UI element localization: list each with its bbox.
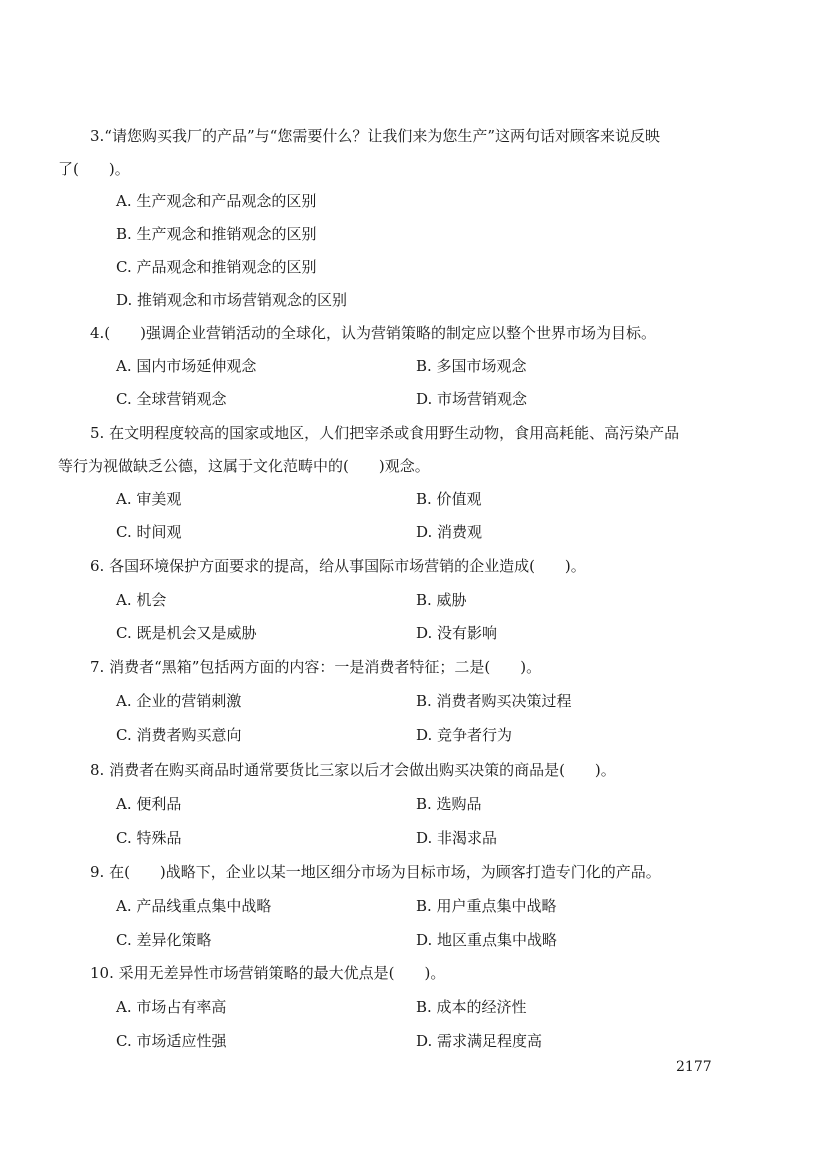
question-4-option-c: C. 全球营销观念: [116, 390, 227, 408]
question-5-line-2: 等行为视做缺乏公德，这属于文化范畴中的( )观念。: [58, 457, 430, 475]
question-10-option-b: B. 成本的经济性: [416, 998, 527, 1016]
question-9-line-1: 9. 在( )战略下，企业以某一地区细分市场为目标市场，为顾客打造专门化的产品。: [90, 863, 661, 881]
question-3-line-2: 了( )。: [58, 160, 130, 178]
question-3-option-b: B. 生产观念和推销观念的区别: [116, 225, 317, 243]
question-3-option-a: A. 生产观念和产品观念的区别: [116, 192, 317, 210]
question-10-option-d: D. 需求满足程度高: [416, 1032, 543, 1050]
question-4-option-b: B. 多国市场观念: [416, 357, 527, 375]
question-5-option-a: A. 审美观: [116, 490, 182, 508]
question-7-option-c: C. 消费者购买意向: [116, 726, 242, 744]
question-4-line-1: 4.( )强调企业营销活动的全球化，认为营销策略的制定应以整个世界市场为目标。: [90, 324, 657, 342]
question-8-option-b: B. 选购品: [416, 795, 482, 813]
question-4-option-a: A. 国内市场延伸观念: [116, 357, 257, 375]
question-6-option-c: C. 既是机会又是威胁: [116, 624, 257, 642]
question-3-option-d: D. 推销观念和市场营销观念的区别: [116, 291, 348, 309]
question-9-option-a: A. 产品线重点集中战略: [116, 897, 272, 915]
question-7-option-b: B. 消费者购买决策过程: [416, 692, 572, 710]
question-8-option-d: D. 非渴求品: [416, 829, 498, 847]
question-6-line-1: 6. 各国环境保护方面要求的提高，给从事国际市场营销的企业造成( )。: [90, 557, 586, 575]
question-9-option-d: D. 地区重点集中战略: [416, 931, 558, 949]
question-6-option-b: B. 威胁: [416, 591, 467, 609]
question-10-line-1: 10. 采用无差异性市场营销策略的最大优点是( )。: [90, 964, 446, 982]
question-5-line-1: 5. 在文明程度较高的国家或地区，人们把宰杀或食用野生动物，食用高耗能、高污染产品: [90, 424, 680, 442]
question-9-option-c: C. 差异化策略: [116, 931, 212, 949]
question-9-option-b: B. 用户重点集中战略: [416, 897, 557, 915]
question-10-option-c: C. 市场适应性强: [116, 1032, 227, 1050]
question-5-option-b: B. 价值观: [416, 490, 482, 508]
page-number: 2177: [676, 1059, 712, 1075]
question-6-option-d: D. 没有影响: [416, 624, 498, 642]
question-3-option-c: C. 产品观念和推销观念的区别: [116, 258, 317, 276]
question-4-option-d: D. 市场营销观念: [416, 390, 528, 408]
question-7-line-1: 7. 消费者“黑箱”包括两方面的内容：一是消费者特征；二是( )。: [90, 658, 542, 676]
question-5-option-d: D. 消费观: [416, 523, 483, 541]
question-8-option-c: C. 特殊品: [116, 829, 182, 847]
question-7-option-d: D. 竞争者行为: [416, 726, 513, 744]
question-6-option-a: A. 机会: [116, 591, 167, 609]
question-8-option-a: A. 便利品: [116, 795, 182, 813]
question-10-option-a: A. 市场占有率高: [116, 998, 227, 1016]
question-8-line-1: 8. 消费者在购买商品时通常要货比三家以后才会做出购买决策的商品是( )。: [90, 761, 616, 779]
question-3-line-1: 3.“请您购买我厂的产品”与“您需要什么？让我们来为您生产”这两句话对顾客来说反映: [90, 127, 660, 145]
question-5-option-c: C. 时间观: [116, 523, 182, 541]
question-7-option-a: A. 企业的营销刺激: [116, 692, 242, 710]
